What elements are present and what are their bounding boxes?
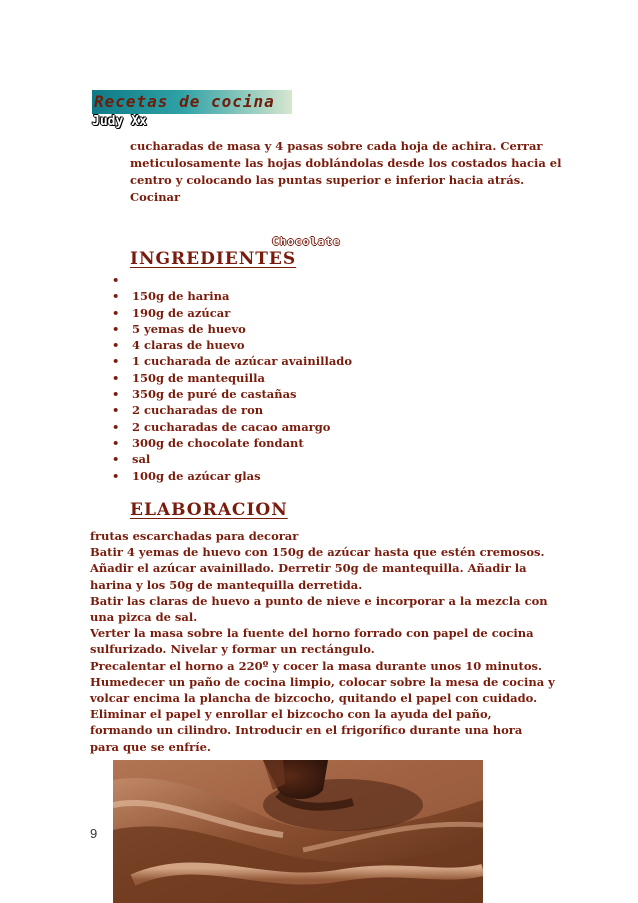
intro-line: meticulosamente las hojas doblándolas desde los costados hacia el — [130, 156, 562, 170]
list-item: • 350g de puré de castañas — [112, 387, 297, 402]
bullet-icon: • — [112, 452, 120, 467]
elaboracion-line: Añadir el azúcar avainillado. Derretir 50g de mantequilla. Añadir la — [90, 561, 527, 576]
bullet-icon: • — [112, 403, 120, 418]
chocolate-swirl-icon — [113, 760, 483, 903]
list-item: • 4 claras de huevo — [112, 338, 245, 353]
bullet-icon: • — [112, 354, 120, 369]
elaboracion-line: formando un cilindro. Introducir en el frigorífico durante una hora — [90, 723, 523, 738]
intro-line: Cocinar — [130, 190, 181, 204]
intro-line: cucharadas de masa y 4 pasas sobre cada hoja de achira. Cerrar — [130, 139, 543, 153]
elaboracion-line: frutas escarchadas para decorar — [90, 529, 299, 543]
list-item: • 1 cucharada de azúcar avainillado — [112, 354, 352, 369]
elaboracion-line: Precalentar el horno a 220º y cocer la masa durante unos 10 minutos. — [90, 658, 542, 673]
elaboracion-body — [90, 528, 570, 755]
elaboracion-line: harina y los 50g de mantequilla derretida. — [90, 577, 363, 592]
elaboracion-line: volcar encima la plancha de bizcocho, quitando el papel con cuidado. — [90, 691, 538, 706]
elaboracion-line: sulfurizado. Nivelar y formar un rectángulo. — [90, 642, 375, 657]
bullet-icon: • — [112, 273, 120, 287]
list-item: • 2 cucharadas de cacao amargo — [112, 419, 331, 434]
bullet-icon: • — [112, 435, 120, 450]
intro-line: centro y colocando las puntas superior e inferior hacia atrás. — [130, 173, 525, 187]
elaboracion-line: Humedecer un paño de cocina limpio, colocar sobre la mesa de cocina y — [90, 674, 555, 689]
ingredients-heading: INGREDIENTES — [130, 249, 297, 269]
page-number: 9 — [90, 826, 98, 841]
elaboracion-heading: ELABORACION — [130, 500, 288, 520]
melted-chocolate-photo — [113, 760, 483, 903]
elaboracion-line: Batir 4 yemas de huevo con 150g de azúcar hasta que estén cremosos. — [90, 545, 545, 560]
bullet-icon: • — [112, 305, 120, 320]
list-item: • 190g de azúcar — [112, 305, 231, 320]
elaboracion-line: Batir las claras de huevo a punto de nieve e incorporar a la mezcla con — [90, 593, 548, 608]
list-item — [112, 272, 352, 288]
list-item: • 2 cucharadas de ron — [112, 403, 264, 418]
list-item: • 150g de mantequilla — [112, 370, 265, 385]
elaboracion-line: Eliminar el papel y enrollar el bizcocho con la ayuda del paño, — [90, 707, 492, 722]
bullet-icon: • — [112, 321, 120, 336]
elaboracion-line: Verter la masa sobre la fuente del horno forrado con papel de cocina — [90, 626, 534, 641]
elaboracion-line: para que se enfríe. — [90, 739, 211, 754]
section-word: Chocolate — [272, 235, 341, 248]
elaboracion-line: una pizca de sal. — [90, 610, 198, 625]
list-item: • 300g de chocolate fondant — [112, 435, 304, 450]
bullet-icon: • — [112, 387, 120, 402]
bullet-icon: • — [112, 419, 120, 434]
list-item: • sal — [112, 452, 151, 467]
intro-paragraph — [130, 138, 570, 206]
bullet-icon: • — [112, 338, 120, 353]
header-author: Judy Xx — [92, 114, 147, 129]
list-item: • 100g de azúcar glas — [112, 468, 261, 483]
bullet-icon: • — [112, 370, 120, 385]
bullet-icon: • — [112, 289, 120, 304]
ingredients-list — [112, 272, 352, 484]
bullet-icon: • — [112, 468, 120, 483]
list-item: • 5 yemas de huevo — [112, 321, 246, 336]
list-item: • 150g de harina — [112, 289, 230, 304]
header-title: Recetas de cocina — [94, 92, 275, 111]
